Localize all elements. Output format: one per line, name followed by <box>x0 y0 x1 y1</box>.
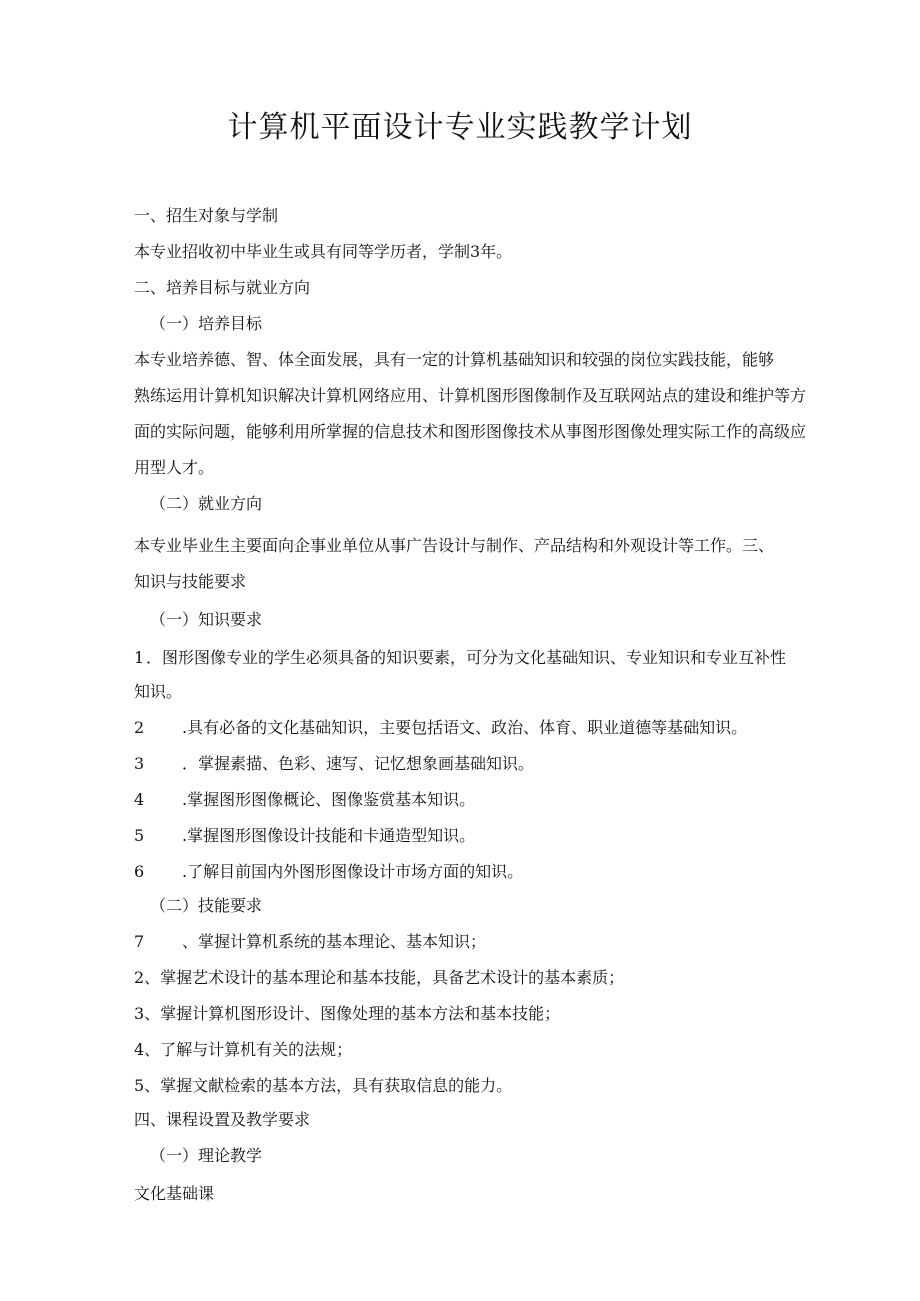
section-heading-2: 二、培养目标与就业方向 <box>134 278 311 297</box>
subsection-heading: （二）就业方向 <box>150 494 263 513</box>
list-number: 7 <box>134 932 145 951</box>
list-number: 1 <box>134 648 145 667</box>
list-item <box>134 717 747 739</box>
list-item <box>134 931 486 953</box>
paragraph-line: 本专业毕业生主要面向企事业单位从事广告设计与制作、产品结构和外观设计等工作。三、 <box>134 536 775 555</box>
paragraph-line: 文化基础课 <box>134 1184 215 1203</box>
subsection-heading: （一）培养目标 <box>150 314 263 333</box>
paragraph: 本专业招收初中毕业生或具有同等学历者，学制3年。 <box>134 242 513 261</box>
paragraph-line: 知识。 <box>134 682 183 701</box>
paragraph-line: 用型人才。 <box>134 458 215 477</box>
list-number: 4 <box>134 790 145 809</box>
list-text: .掌握图形图像概论、图像鉴赏基本知识。 <box>182 790 476 809</box>
list-item <box>134 789 475 811</box>
list-item: 5、掌握文献检索的基本方法，具有获取信息的能力。 <box>134 1076 513 1095</box>
section-heading-1: 一、招生对象与学制 <box>134 206 279 225</box>
list-item <box>134 825 475 847</box>
list-text: ．图形图像专业的学生必须具备的知识要素，可分为文化基础知识、专业知识和专业互补性 <box>146 648 787 667</box>
list-item: 3、掌握计算机图形设计、图像处理的基本方法和基本技能； <box>134 1004 561 1023</box>
list-item: 4、了解与计算机有关的法规； <box>134 1040 353 1059</box>
paragraph-line: 熟练运用计算机知识解决计算机网络应用、计算机图形图像制作及互联网站点的建设和维护等方 <box>134 386 807 405</box>
list-text: ．掌握素描、色彩、速写、记忆想象画基础知识。 <box>182 754 535 773</box>
list-number: 5 <box>134 826 145 845</box>
subsection-heading: （一）知识要求 <box>150 610 263 629</box>
subsection-heading: （二）技能要求 <box>150 896 263 915</box>
list-number: 3 <box>134 754 145 773</box>
list-text: .掌握图形图像设计技能和卡通造型知识。 <box>182 826 476 845</box>
paragraph-line: 知识与技能要求 <box>134 572 247 591</box>
list-number: 2 <box>134 718 145 737</box>
list-item: 2、掌握艺术设计的基本理论和基本技能，具备艺术设计的基本素质； <box>134 968 625 987</box>
list-number: 6 <box>134 862 145 881</box>
list-text: .了解目前国内外图形图像设计市场方面的知识。 <box>182 862 524 881</box>
list-item <box>134 861 523 883</box>
document-title: 计算机平面设计专业实践教学计划 <box>227 110 693 145</box>
list-item <box>134 647 786 669</box>
paragraph-line: 面的实际问题，能够利用所掌握的信息技术和图形图像技术从事图形图像处理实际工作的高级应 <box>134 422 807 441</box>
list-item <box>134 753 534 775</box>
section-heading-4: 四、课程设置及教学要求 <box>134 1110 311 1129</box>
list-text: .具有必备的文化基础知识，主要包括语文、政治、体育、职业道德等基础知识。 <box>182 718 748 737</box>
subsection-heading: （一）理论教学 <box>150 1146 263 1165</box>
paragraph-line: 本专业培养德、智、体全面发展，具有一定的计算机基础知识和较强的岗位实践技能，能够 <box>134 350 775 369</box>
list-text: 、掌握计算机系统的基本理论、基本知识； <box>182 932 487 951</box>
